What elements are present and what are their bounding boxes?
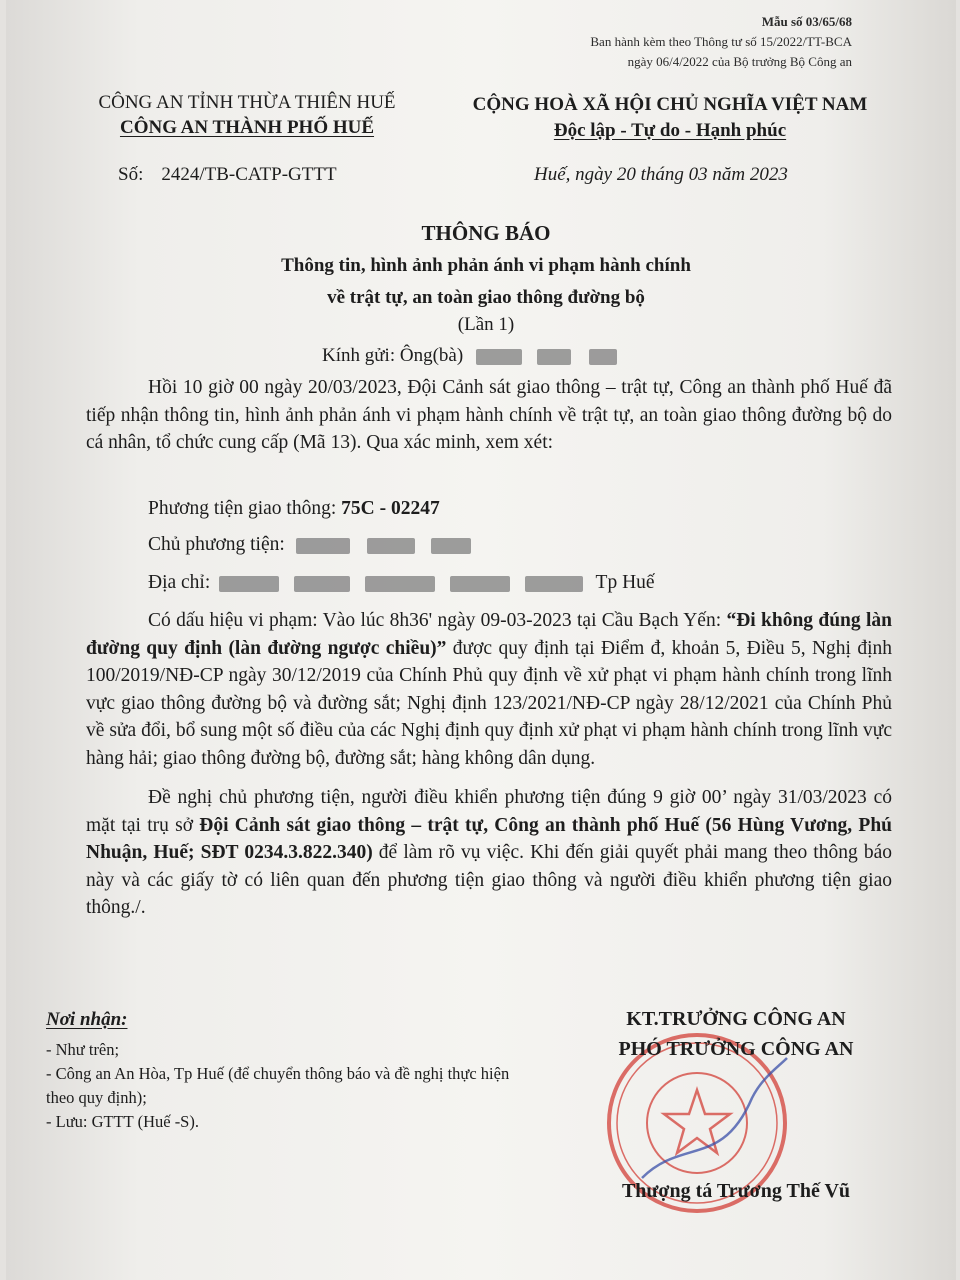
agency-parent: CÔNG AN TỈNH THỪA THIÊN HUẾ [98,92,396,113]
agency-header [52,90,442,140]
violation-prefix: Có dấu hiệu vi phạm: Vào lúc 8h36' ngày 09-03-2023 tại Cầu Bạch Yến: [148,610,727,631]
signer-name: Thượng tá Trương Thế Vũ [621,1180,851,1202]
recipient-item: - Như trên; [46,1040,120,1059]
violation-name: “Đi không đúng làn đường quy định (làn đường ngược chiều)” [86,610,892,659]
reference-value: 2424/TB-CATP-GTTT [161,164,337,185]
violation-paragraph [86,607,892,772]
request-rest: để làm rõ vụ việc. Khi đến giải quyết phải mang theo thông báo này và các giấy tờ có liên quan đến phương tiện giao thông và người điều khiển phương tiện giao thông./. [86,842,892,918]
nation-header [440,92,900,144]
notice-body-continued [86,607,892,922]
redacted-owner [431,538,471,554]
reference-number [118,164,337,186]
agency-unit: CÔNG AN THÀNH PHỐ HUẾ [119,117,375,138]
recipients-block [46,1008,516,1134]
request-prefix: Đề nghị chủ phương tiện, người điều khiển phương tiện đúng 9 giờ 00’ ngày 31/03/2023 có mặt tại trụ sở [86,787,892,836]
nation-motto: Độc lập - Tự do - Hạnh phúc [553,120,787,141]
address-label: Địa chỉ: [148,572,211,593]
document-title [6,216,956,314]
redacted-name [589,349,617,365]
request-location: Đội Cảnh sát giao thông – trật tự, Công an thành phố Huế (56 Hùng Vương, Phú Nhuận, Huế; SĐT 0234.3.822.340) [86,814,893,863]
notice-body [86,374,892,457]
signature-title-line2: PHÓ TRƯỞNG CÔNG AN [618,1038,854,1060]
document-page [6,0,956,1280]
addressee-label: Kính gửi: Ông(bà) [322,345,464,366]
redacted-name [537,349,571,365]
redacted-name [476,349,522,365]
recipients-heading: Nơi nhận: [46,1009,128,1030]
violation-legal-basis: được quy định tại Điểm đ, khoản 5, Điều 5, Nghị định 100/2019/NĐ-CP ngày 30/12/2019 của Chính Phủ quy định về xử phạt vi phạm hành chính trong lĩnh vực giao thông đường bộ và đường sắt; Nghị định 123/2021/NĐ-CP ngày 28/12/2021 của Chính Phủ về sửa đổi, bổ sung một số điều của các Nghị định quy định xử phạt vi phạm hành chính trong lĩnh vực hàng hải; giao thông đường bộ, đường sắt; hàng không dân dụng. [86,637,892,769]
notice-times: (Lần 1) [457,314,515,335]
recipient-item: - Lưu: GTTT (Huế -S). [46,1112,199,1131]
signature-block [566,1004,906,1064]
title-sub2: về trật tự, an toàn giao thông đường bộ [327,287,645,308]
recipient-item: - Công an An Hòa, Tp Huế (để chuyển thông báo và đề nghị thực hiện theo quy định); [46,1064,510,1107]
redacted-address [525,576,583,592]
redacted-address [294,576,350,592]
reference-label: Số: [118,164,144,185]
intro-paragraph: Hồi 10 giờ 00 ngày 20/03/2023, Đội Cảnh sát giao thông – trật tự, Công an thành phố Huế đã tiếp nhận thông tin, hình ảnh phản ánh vi phạm hành chính về trật tự, an toàn giao thông đường bộ do cá nhân, tổ chức cung cấp (Mã 13). Qua xác minh, xem xét: [86,377,892,453]
redacted-address [450,576,510,592]
form-issued-line1: Ban hành kèm theo Thông tư số 15/2022/TT-BCA [590,34,852,49]
redacted-address [365,576,435,592]
vehicle-label: Phương tiện giao thông: [148,498,337,519]
nation-name: CỘNG HOÀ XÃ HỘI CHỦ NGHĨA VIỆT NAM [472,94,868,115]
addressee-line [322,345,617,367]
form-number-block [590,12,852,72]
owner-label: Chủ phương tiện: [148,534,285,555]
redacted-owner [367,538,415,554]
request-paragraph [86,784,892,922]
address-line [148,572,655,594]
vehicle-line [148,498,440,520]
form-issued-line2: ngày 06/4/2022 của Bộ trưởng Bộ Công an [627,54,852,69]
redacted-owner [296,538,350,554]
form-number: Mẫu số 03/65/68 [761,14,852,29]
title-main: THÔNG BÁO [421,221,551,245]
redacted-address [219,576,279,592]
vehicle-plate: 75C - 02247 [341,498,440,519]
title-sub1: Thông tin, hình ảnh phản ánh vi phạm hành chính [281,255,691,276]
signature-title-line1: KT.TRƯỞNG CÔNG AN [626,1008,846,1030]
owner-line [148,534,471,556]
address-city: Tp Huế [595,572,655,593]
issue-date: Huế, ngày 20 tháng 03 năm 2023 [534,164,788,185]
